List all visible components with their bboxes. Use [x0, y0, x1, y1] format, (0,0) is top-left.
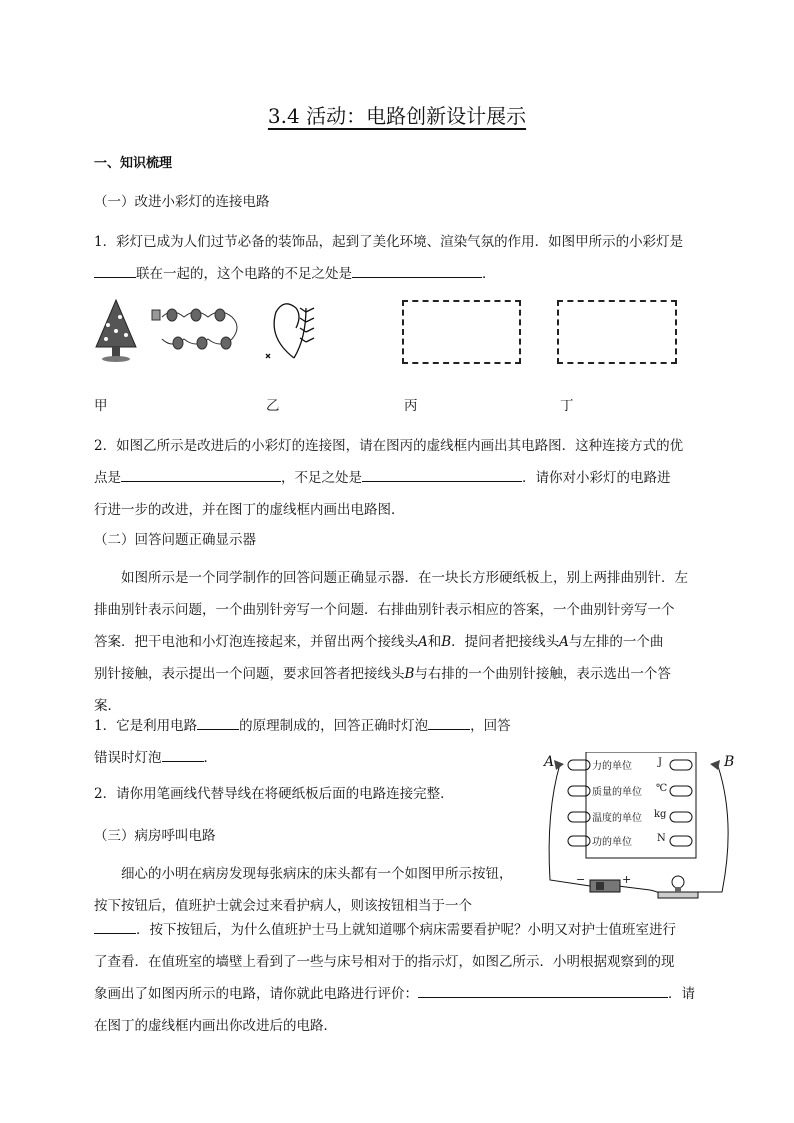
- para-word: 和: [427, 634, 442, 650]
- figure-label-jia: 甲: [94, 398, 108, 414]
- q2-line1: 2．如图乙所示是改进后的小彩灯的连接图，请在图丙的虚线框内画出其电路图．这种连接方式的优: [94, 438, 684, 454]
- answer-blank[interactable]: [352, 263, 482, 278]
- christmas-tree-icon: [96, 300, 136, 362]
- improved-lights-figure-yi: [262, 298, 332, 363]
- answer-blank[interactable]: [94, 919, 136, 934]
- para-line: 排曲别针表示问题，一个曲别针旁写一个问题．右排曲别针表示相应的答案，一个曲别针旁写一个: [94, 602, 675, 618]
- answer-blank[interactable]: [428, 715, 470, 730]
- para-line: 如图所示是一个同学制作的回答问题正确显示器．在一块长方形硬纸板上，别上两排曲别针．左: [121, 570, 688, 586]
- q1-line2a: 联在一起的，这个电路的不足之处是: [136, 266, 352, 282]
- answer-blank[interactable]: [94, 263, 136, 278]
- part2-heading: （二）回答问题正确显示器: [94, 532, 256, 548]
- answer-board-figure: [540, 752, 740, 907]
- figure-label-yi: 乙: [266, 398, 280, 414]
- parallel-light-icon: [266, 304, 314, 358]
- page-title: 3.4 活动：电路创新设计展示: [267, 104, 527, 128]
- section-heading: 一、知识梳理: [94, 156, 173, 171]
- answer-blank[interactable]: [197, 715, 239, 730]
- para-line: 了查看．在值班室的墙壁上看到了一些与床号相对于的指示灯，如图乙所示．小明根据观察到的现: [94, 954, 675, 970]
- q2-line3: 行进一步的改进，并在图丁的虚线框内画出电路图．: [94, 502, 405, 518]
- answer-blank[interactable]: [362, 467, 522, 482]
- answer-label: kg: [654, 809, 667, 820]
- q2-line2c: ．请你对小彩灯的电路进: [522, 470, 671, 486]
- answer-blank[interactable]: [418, 983, 668, 998]
- para-line: 答案．把干电池和小灯泡连接起来，并留出两个接线头: [94, 634, 418, 650]
- board-wiring: [540, 752, 740, 907]
- question-label: 力的单位: [592, 761, 632, 772]
- figure-label-ding: 丁: [560, 398, 574, 414]
- para-line: 细心的小明在病房发现每张病床的床头都有一个如图甲所示按钮，: [121, 866, 513, 882]
- part3-paragraph-bottom: [94, 914, 714, 1042]
- q-text: 的原理制成的，回答正确时灯泡: [239, 718, 429, 734]
- part1-question1: [94, 226, 714, 290]
- q2-line2b: ，不足之处是: [281, 470, 362, 486]
- drawing-box-bing[interactable]: [402, 300, 521, 364]
- q1-line1: 1．彩灯已成为人们过节必备的装饰品，起到了美化环境、渲染气氛的作用．如图甲所示的小彩灯是: [94, 234, 684, 250]
- para-line: 象画出了如图丙所示的电路，请你就此电路进行评价：: [94, 986, 418, 1002]
- para-line: 与左排的一个曲: [568, 634, 664, 650]
- part2-question1: [94, 710, 534, 774]
- answer-label: J: [658, 757, 663, 768]
- part2-paragraph: [94, 562, 714, 722]
- question-label: 质量的单位: [592, 787, 642, 798]
- battery-icon: [590, 880, 620, 892]
- part1-heading: （一）改进小彩灯的连接电路: [94, 194, 270, 210]
- answer-label: ℃: [656, 783, 668, 794]
- terminal-b-label: B: [441, 634, 452, 650]
- para-line: 按下按钮后，值班护士就会过来看护病人，则该按钮相当于一个: [94, 898, 472, 914]
- part3-paragraph-top: [94, 858, 534, 922]
- para-line: 案．: [94, 698, 121, 714]
- terminal-b: B: [724, 754, 735, 770]
- answer-blank[interactable]: [121, 467, 281, 482]
- q-text: ．: [203, 750, 217, 766]
- para-line: 在图丁的虚线框内画出你改进后的电路．: [94, 1018, 337, 1034]
- q-text: ，回答: [470, 718, 511, 734]
- q1-line2b: ．: [482, 266, 496, 282]
- para-line: 别针接触，表示提出一个问题，要求回答者把接线头: [94, 666, 405, 682]
- part2-question2: 2．请你用笔画线代替导线在将硬纸板后面的电路连接完整．: [94, 786, 454, 802]
- drawing-box-ding[interactable]: [557, 300, 677, 364]
- battery-minus: −: [576, 873, 586, 886]
- terminal-a-label: A: [559, 634, 569, 650]
- answer-blank[interactable]: [162, 747, 204, 762]
- figure-label-bing: 丙: [404, 398, 418, 414]
- para-line: 与右排的一个曲别针接触，表示选出一个答: [414, 666, 671, 682]
- question-label: 功的单位: [592, 837, 632, 848]
- para-line: ．按下按钮后，为什么值班护士马上就知道哪个病床需要看护呢？小明又对护士值班室进行: [136, 922, 676, 938]
- terminal-a-label: A: [418, 634, 428, 650]
- battery-plus: +: [622, 873, 632, 886]
- string-lights-figure-jia: [92, 295, 262, 365]
- light-string-icon: [152, 309, 237, 349]
- q-text: 错误时灯泡: [94, 750, 162, 766]
- part1-question2: [94, 430, 714, 526]
- bulb-icon: [658, 876, 698, 898]
- para-line: ．提问者把接线头: [451, 634, 560, 650]
- q2-line2a: 点是: [94, 470, 121, 486]
- terminal-b-label: B: [404, 666, 415, 682]
- answer-label: N: [657, 833, 666, 844]
- q-text: 1．它是利用电路: [94, 718, 198, 734]
- para-line: ．请: [668, 986, 695, 1002]
- terminal-a: A: [544, 754, 555, 770]
- question-label: 温度的单位: [592, 813, 642, 824]
- part3-heading: （三）病房呼叫电路: [94, 828, 216, 844]
